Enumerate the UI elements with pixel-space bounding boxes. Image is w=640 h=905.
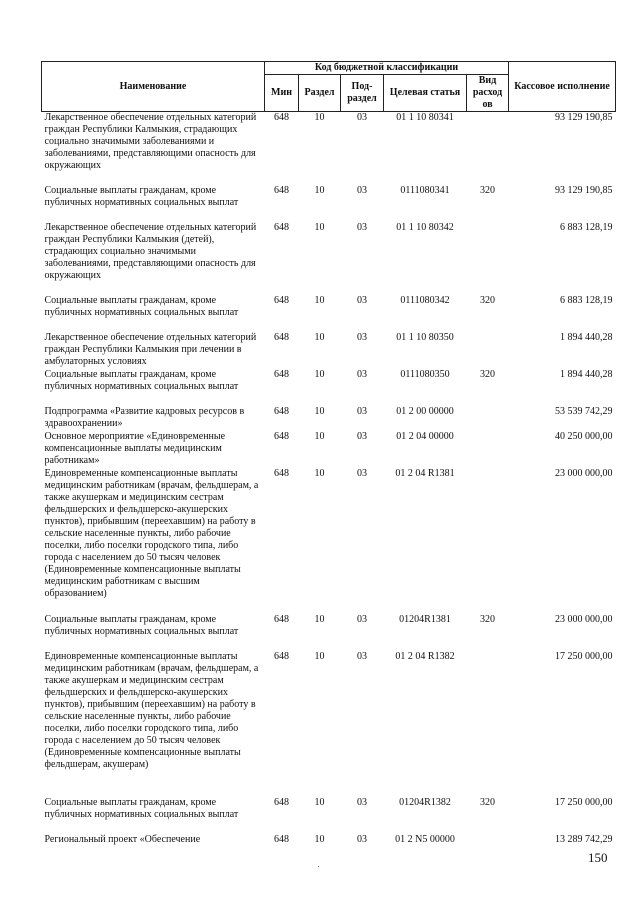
cell-celevaya: 01 1 10 80341 bbox=[396, 112, 454, 123]
cell-razdel: 10 bbox=[314, 796, 325, 808]
cell-min: 648 bbox=[274, 184, 289, 196]
table-row bbox=[42, 295, 616, 332]
cell-vid: 320 bbox=[480, 368, 496, 380]
cell-razdel: 10 bbox=[314, 467, 325, 479]
cell-vid bbox=[467, 222, 509, 295]
cell-vid bbox=[467, 431, 509, 468]
cell-min: 648 bbox=[274, 650, 289, 662]
cell-amount: 13 289 742,29 bbox=[555, 833, 613, 845]
cell-vid: 320 bbox=[480, 613, 496, 625]
cell-min: 648 bbox=[274, 221, 289, 233]
cell-name: Социальные выплаты гражданам, кроме публичных нормативных социальных выплат bbox=[44, 184, 239, 208]
cell-name: Подпрограмма «Развитие кадровых ресурсов в здравоохранении» bbox=[44, 405, 245, 429]
cell-razdel: 10 bbox=[314, 368, 325, 380]
cell-min: 648 bbox=[274, 331, 289, 343]
cell-min: 648 bbox=[274, 405, 289, 417]
table-row bbox=[42, 332, 616, 369]
table-row bbox=[42, 369, 616, 406]
cell-razdel: 10 bbox=[314, 613, 325, 625]
table-header bbox=[42, 62, 616, 112]
page-number: 150 bbox=[588, 850, 608, 865]
cell-celevaya: 01 1 10 80350 bbox=[396, 331, 454, 343]
cell-celevaya: 0111080350 bbox=[400, 368, 450, 380]
cell-vid: 320 bbox=[480, 796, 496, 808]
cell-podrazdel: 03 bbox=[357, 650, 367, 662]
table-row bbox=[42, 614, 616, 651]
cell-razdel: 10 bbox=[314, 184, 325, 196]
cell-name: Лекарственное обеспечение отдельных категорий граждан Республики Калмыкия при лечении в амбулаторных условиях bbox=[44, 331, 257, 367]
cell-min: 648 bbox=[274, 613, 289, 625]
cell-name: Социальные выплаты гражданам, кроме публичных нормативных социальных выплат bbox=[44, 368, 239, 392]
table-row bbox=[42, 112, 616, 185]
table-row bbox=[42, 431, 616, 468]
cell-amount: 93 129 190,85 bbox=[555, 184, 613, 196]
cell-name: Социальные выплаты гражданам, кроме публичных нормативных социальных выплат bbox=[44, 613, 239, 637]
cell-podrazdel: 03 bbox=[357, 467, 367, 479]
table-row bbox=[42, 406, 616, 431]
header-kbk: Код бюджетной классификации bbox=[265, 62, 509, 75]
table-row bbox=[42, 834, 616, 848]
cell-podrazdel: 03 bbox=[357, 331, 367, 343]
header-name: Наименование bbox=[42, 62, 265, 112]
table-row bbox=[42, 185, 616, 222]
cell-min: 648 bbox=[274, 368, 289, 380]
cell-razdel: 10 bbox=[314, 112, 325, 123]
cell-razdel: 10 bbox=[314, 221, 325, 233]
cell-amount: 1 894 440,28 bbox=[560, 368, 613, 380]
cell-razdel: 10 bbox=[314, 294, 325, 306]
header-vid: Вид расход ов bbox=[467, 75, 509, 112]
cell-name: Единовременные компенсационные выплаты медицинским работникам (врачам, фельдшерам, а также акушеркам и медицинским сестрам фельдшерских и фельдшерско-акушерских пунктов), прибывшим (переехавшим) на работу в сельские населенные пункты, либо рабочие поселки, либо поселки городского типа, либо города с населением до 50 тысяч человек (Единовременные компенсационные выплаты медицинским работникам с высшим образованием) bbox=[44, 467, 259, 600]
cell-min: 648 bbox=[274, 294, 289, 306]
cell-celevaya: 01 2 04 R1382 bbox=[395, 650, 455, 662]
cell-amount: 40 250 000,00 bbox=[555, 430, 613, 442]
cell-celevaya: 01204R1381 bbox=[399, 613, 451, 625]
cell-min: 648 bbox=[274, 430, 289, 442]
budget-table bbox=[41, 61, 616, 848]
cell-amount: 23 000 000,00 bbox=[555, 467, 613, 479]
cell-amount: 6 883 128,19 bbox=[560, 221, 613, 233]
cell-celevaya: 01 1 10 80342 bbox=[396, 221, 454, 233]
cell-vid bbox=[467, 468, 509, 614]
header-podrazdel: Под-раздел bbox=[341, 75, 384, 112]
header-celevaya: Целевая статья bbox=[384, 75, 467, 112]
cell-celevaya: 01 2 N5 00000 bbox=[395, 833, 455, 845]
cell-podrazdel: 03 bbox=[357, 368, 367, 380]
cell-celevaya: 01204R1382 bbox=[399, 796, 451, 808]
header-kassovoe: Кассовое исполнение bbox=[509, 62, 616, 112]
cell-min: 648 bbox=[274, 833, 289, 845]
table-row bbox=[42, 797, 616, 834]
cell-vid: 320 bbox=[480, 294, 496, 306]
cell-name: Лекарственное обеспечение отдельных категорий граждан Республики Калмыкия, страдающих социально значимыми заболеваниями и заболеваниями, представляющими опасность для окружающих bbox=[44, 112, 257, 172]
cell-razdel: 10 bbox=[314, 833, 325, 845]
cell-name: Основное мероприятие «Единовременные компенсационные выплаты медицинским работникам» bbox=[44, 430, 226, 466]
cell-amount: 53 539 742,29 bbox=[555, 405, 613, 417]
cell-podrazdel: 03 bbox=[357, 184, 367, 196]
header-min: Мин bbox=[265, 75, 299, 112]
cell-amount: 93 129 190,85 bbox=[555, 112, 613, 123]
cell-name: Социальные выплаты гражданам, кроме публичных нормативных социальных выплат bbox=[44, 294, 239, 318]
cell-celevaya: 0111080341 bbox=[400, 184, 450, 196]
cell-amount: 6 883 128,19 bbox=[560, 294, 613, 306]
cell-vid bbox=[467, 406, 509, 431]
cell-name: Региональный проект «Обеспечение bbox=[44, 833, 201, 845]
cell-name: Единовременные компенсационные выплаты медицинским работникам (врачам, фельдшерам, а также акушеркам и медицинским сестрам фельдшерских и фельдшерско-акушерских пунктов), прибывшим (переехавшим) на работу в сельские населенные пункты, либо рабочие поселки, либо поселки городского типа, либо города с населением до 50 тысяч человек (Единовременные компенсационные выплаты фельдшерам, акушерам) bbox=[44, 650, 259, 771]
cell-celevaya: 01 2 04 00000 bbox=[396, 430, 454, 442]
table-row bbox=[42, 651, 616, 797]
table-row bbox=[42, 222, 616, 295]
cell-min: 648 bbox=[274, 467, 289, 479]
cell-vid bbox=[467, 834, 509, 848]
cell-podrazdel: 03 bbox=[357, 833, 367, 845]
cell-podrazdel: 03 bbox=[357, 294, 367, 306]
cell-name: Лекарственное обеспечение отдельных категорий граждан Республики Калмыкия (детей), страдающих социально значимыми заболеваниями, представляющими опасность для окружающих bbox=[44, 221, 257, 281]
cell-min: 648 bbox=[274, 796, 289, 808]
scan-dot bbox=[318, 866, 319, 867]
cell-celevaya: 0111080342 bbox=[400, 294, 450, 306]
cell-celevaya: 01 2 00 00000 bbox=[396, 405, 454, 417]
cell-podrazdel: 03 bbox=[357, 613, 367, 625]
cell-amount: 1 894 440,28 bbox=[560, 331, 613, 343]
cell-podrazdel: 03 bbox=[357, 405, 367, 417]
cell-amount: 17 250 000,00 bbox=[555, 650, 613, 662]
cell-vid bbox=[467, 112, 509, 185]
cell-razdel: 10 bbox=[314, 430, 325, 442]
cell-razdel: 10 bbox=[314, 331, 325, 343]
cell-razdel: 10 bbox=[314, 650, 325, 662]
cell-razdel: 10 bbox=[314, 405, 325, 417]
cell-min: 648 bbox=[274, 112, 289, 123]
cell-podrazdel: 03 bbox=[357, 430, 367, 442]
cell-podrazdel: 03 bbox=[357, 796, 367, 808]
cell-amount: 17 250 000,00 bbox=[555, 796, 613, 808]
cell-name: Социальные выплаты гражданам, кроме публичных нормативных социальных выплат bbox=[44, 796, 239, 820]
cell-vid bbox=[467, 332, 509, 369]
cell-amount: 23 000 000,00 bbox=[555, 613, 613, 625]
header-razdel: Раздел bbox=[299, 75, 341, 112]
cell-podrazdel: 03 bbox=[357, 112, 367, 123]
cell-vid bbox=[467, 651, 509, 797]
cell-vid: 320 bbox=[480, 184, 496, 196]
cell-podrazdel: 03 bbox=[357, 221, 367, 233]
cell-celevaya: 01 2 04 R1381 bbox=[395, 467, 455, 479]
table-row bbox=[42, 468, 616, 614]
